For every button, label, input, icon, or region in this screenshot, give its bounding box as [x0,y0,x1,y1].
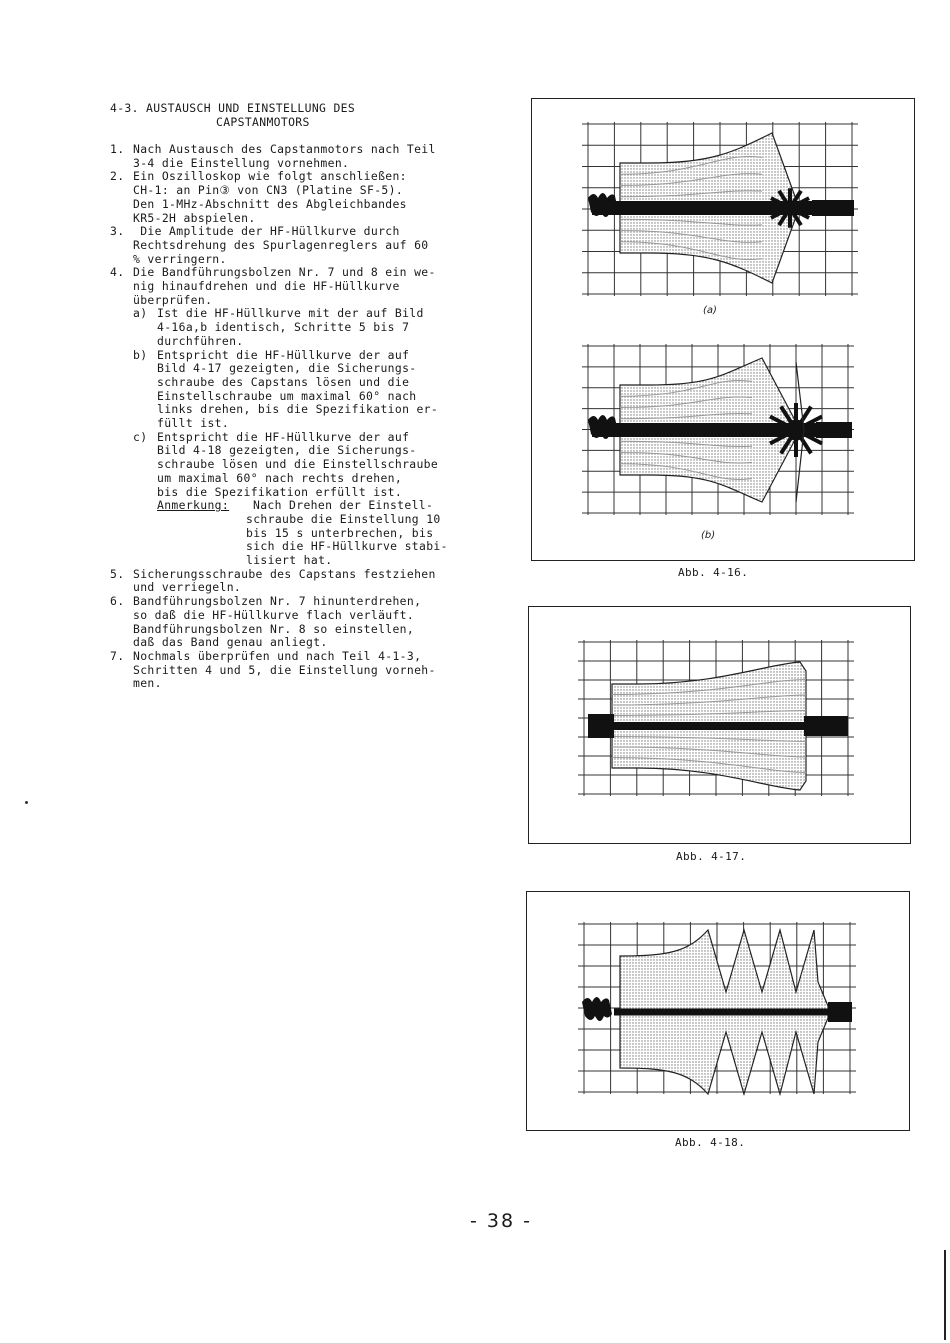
left-blob [588,415,618,439]
step-text-line: Entspricht die HF-Hüllkurve der auf [157,429,410,444]
oscilloscope-trace-16b [582,342,854,517]
step-text-line: Die Amplitude der HF-Hüllkurve durch [133,224,400,239]
burst-core [782,200,797,215]
right-block [812,200,854,216]
step-text-line: Bandführungsbolzen Nr. 8 so einstellen, [133,621,415,636]
oscilloscope-trace-18 [578,920,856,1096]
figure-label-4-18: Abb. 4-18. [675,1136,746,1149]
step-text-line: füllt ist. [157,416,230,430]
step-number: 5. [110,566,125,581]
step-number: a) [133,306,148,321]
step-text-line: Rechtsdrehung des Spurlagenreglers auf 60 [133,237,429,252]
step-text-line: Nach Austausch des Capstanmotors nach Teil [133,142,436,156]
step-text-line: Sicherungsschraube des Capstans festziehen [133,566,436,581]
oscilloscope-trace-17 [578,638,854,798]
right-block [804,716,848,736]
left-blob [588,193,618,217]
step-text-line: % verringern. [133,251,227,266]
step-number: b) [133,347,148,362]
step-text-line: Bild 4-17 gezeigten, die Sicherungs- [157,361,417,376]
center-bar [614,1009,834,1016]
step-number: c) [133,429,148,444]
figure-label-4-17: Abb. 4-17. [676,850,747,863]
step-text-line: CH-1: an Pin③ von CN3 (Platine SF-5). [133,183,404,198]
step-number: 6. [110,594,125,609]
step-text-line: Einstellschraube um maximal 60° nach [157,388,417,403]
step-text-line: Ist die HF-Hüllkurve mit der auf Bild [157,306,424,321]
step-text-line: links drehen, bis die Spezifikation er- [157,402,439,417]
step-number: 2. [110,169,125,184]
step-text-line: Schritten 4 und 5, die Einstellung vorneh- [133,662,436,677]
figure-caption-a: (a) [703,305,717,316]
step-text-line: überprüfen. [133,292,213,307]
step-text-line: 3-4 die Einstellung vornehmen. [133,155,350,170]
page-number: - 38 - [470,1210,532,1232]
note-text-line: bis 15 s unterbrechen, bis [246,525,434,540]
step-text-line: men. [133,676,162,691]
step-number: 3. [110,224,125,239]
step-number: 1. [110,142,125,156]
figure-caption-b: (b) [701,530,716,541]
step-text-line: um maximal 60° nach rechts drehen, [157,470,403,485]
step-text-line: 4-16a,b identisch, Schritte 5 bis 7 [157,320,410,335]
step-text-line: Nochmals überprüfen und nach Teil 4-1-3, [133,648,422,663]
step-text-line: so daß die HF-Hüllkurve flach verläuft. [133,607,415,622]
note-label: Anmerkung: [157,498,230,513]
scan-speck [25,801,28,804]
step-text-line: Ein Oszilloskop wie folgt anschließen: [133,169,407,184]
step-number: 7. [110,648,125,663]
step-text-line: KR5-2H abspielen. [133,210,256,225]
step-text-line: daß das Band genau anliegt. [133,635,328,650]
step-text-line: schraube des Capstans lösen und die [157,374,410,389]
section-heading-line2: CAPSTANMOTORS [216,114,310,129]
section-heading [110,102,355,129]
step-text-line: und verriegeln. [133,580,242,595]
note-text-line: lisiert hat. [246,553,333,567]
right-block [828,1002,852,1022]
step-text-line: bis die Spezifikation erfüllt ist. [157,484,403,499]
left-blob [582,997,612,1021]
oscilloscope-trace-16a [582,120,858,298]
step-text-line: Bandführungsbolzen Nr. 7 hinunterdrehen, [133,594,422,609]
right-block [816,422,852,438]
section-heading-line1: 4-3. AUSTAUSCH UND EINSTELLUNG DES [110,101,356,115]
step-text-line: schraube lösen und die Einstellschraube [157,457,439,472]
center-bar [608,722,826,730]
step-text-line: Entspricht die HF-Hüllkurve der auf [157,347,410,362]
figure-label-4-16: Abb. 4-16. [678,566,749,579]
step-text-line: durchführen. [157,333,244,348]
note-text-line: Nach Drehen der Einstell- [253,498,434,513]
step-text-line: Den 1-MHz-Abschnitt des Abgleichbandes [133,196,407,211]
step-text-line: Die Bandführungsbolzen Nr. 7 und 8 ein we- [133,265,436,280]
scan-edge-line [944,1250,946,1340]
step-text-line: nig hinaufdrehen und die HF-Hüllkurve [133,279,400,293]
note-text-line: schraube die Einstellung 10 [246,511,441,526]
note-text-line: sich die HF-Hüllkurve stabi- [246,539,448,554]
left-block [588,714,614,738]
step-text-line: Bild 4-18 gezeigten, die Sicherungs- [157,443,417,458]
step-number: 4. [110,265,125,280]
